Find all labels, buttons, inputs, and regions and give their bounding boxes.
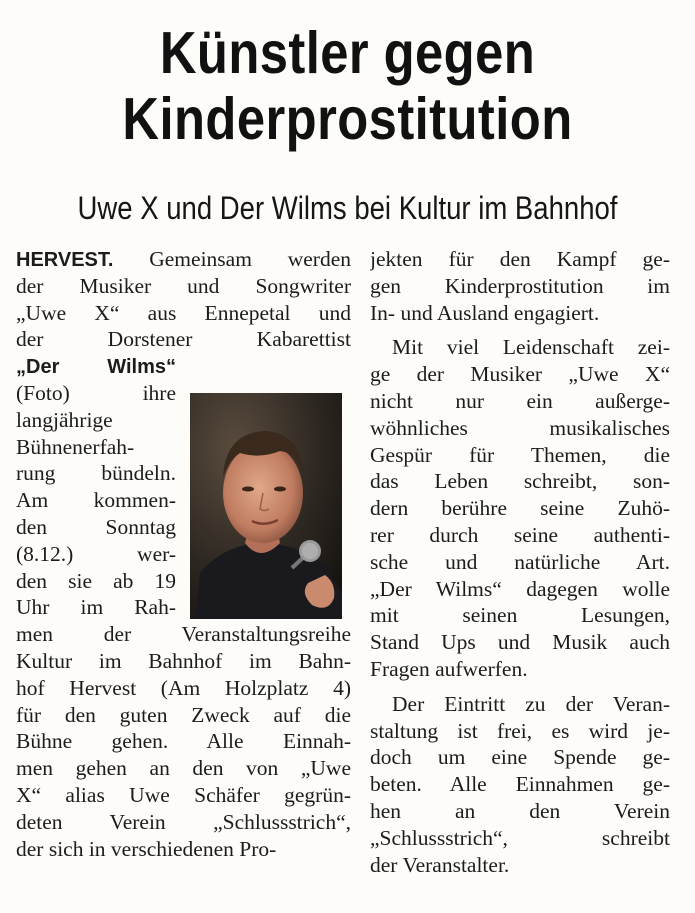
- text-run: rung bündeln.: [16, 461, 176, 486]
- text-line: [16, 273, 351, 300]
- text-line: Gespür für Themen, die: [370, 442, 670, 467]
- text-line: Mit viel Leidenschaft zei-: [392, 335, 670, 360]
- portrait-photo: [190, 393, 342, 619]
- headline-line-2: Kinderprostitution: [122, 86, 573, 152]
- text-line: [16, 782, 351, 809]
- text-line: rer durch seine authenti-: [370, 522, 670, 547]
- text-run: langjährige: [16, 407, 113, 432]
- text-line: beten. Alle Einnahmen ge-: [370, 772, 670, 797]
- text-line: Der Eintritt zu der Veran-: [392, 691, 670, 716]
- right-column: [370, 246, 670, 878]
- portrait-image: [190, 393, 342, 619]
- text-line: [16, 621, 351, 648]
- text-line: staltung ist frei, es wird je-: [370, 718, 670, 743]
- text-line: [16, 487, 176, 514]
- text-run: für den guten Zweck auf die: [16, 702, 351, 727]
- text-run: der sich in verschiedenen Pro-: [16, 836, 277, 861]
- text-line: [16, 836, 351, 863]
- text-line: [16, 728, 351, 755]
- text-line: [16, 568, 176, 595]
- text-line: [16, 326, 351, 353]
- text-line: mit seinen Lesungen,: [370, 603, 670, 628]
- text-run: X“ alias Uwe Schäfer gegrün-: [16, 782, 351, 807]
- text-line: [16, 353, 176, 380]
- text-run: deten Verein „Schlussstrich“,: [16, 809, 351, 834]
- text-run: Am kommen-: [16, 488, 176, 513]
- text-run: Uhr im Rah-: [16, 595, 176, 620]
- name-highlight: „Der Wilms“: [16, 356, 176, 379]
- text-line: [16, 648, 351, 675]
- text-line: [16, 594, 176, 621]
- text-line: nicht nur ein außerge-: [370, 388, 670, 413]
- text-line: [16, 675, 351, 702]
- text-line: [16, 380, 176, 407]
- text-line: „Der Wilms“ dagegen wolle: [370, 576, 670, 601]
- text-line: [16, 809, 351, 836]
- text-line: jekten für den Kampf ge-: [370, 247, 670, 271]
- text-line: dern berühre seine Zuhö-: [370, 496, 670, 521]
- text-line: „Schlussstrich“, schreibt: [370, 825, 670, 850]
- text-line: gen Kinderprostitution im: [370, 273, 670, 298]
- text-line: sche und natürliche Art.: [370, 549, 670, 574]
- paragraph-gap: [370, 326, 670, 334]
- text-line: Stand Ups und Musik auch: [370, 630, 670, 655]
- text-run: „Uwe X“ aus Ennepetal und: [16, 300, 351, 325]
- text-line: [16, 514, 176, 541]
- text-line: [16, 246, 351, 273]
- text-line: der Veranstalter.: [370, 852, 510, 877]
- paragraph: [370, 691, 670, 879]
- text-run: men der Veranstaltungsreihe: [16, 622, 351, 647]
- text-line: wöhnliches musikalisches: [370, 415, 670, 440]
- text-line: [16, 407, 176, 434]
- text-line: [16, 702, 351, 729]
- paragraph-gap: [370, 683, 670, 691]
- text-line: [16, 755, 351, 782]
- text-run: (Foto) ihre: [16, 380, 176, 405]
- text-line: Fragen aufwerfen.: [370, 656, 528, 681]
- text-line: doch um eine Spende ge-: [370, 745, 670, 770]
- text-run: hof Hervest (Am Holzplatz 4): [16, 675, 351, 700]
- text-line: [16, 300, 351, 327]
- text-run: der Musiker und Songwriter: [16, 273, 351, 298]
- text-run: den sie ab 19: [16, 568, 176, 593]
- text-line: [16, 460, 176, 487]
- text-line: In- und Ausland engagiert.: [370, 300, 600, 325]
- text-run: den Sonntag: [16, 514, 176, 539]
- text-line: hen an den Verein: [370, 798, 670, 823]
- text-run: Kultur im Bahnhof im Bahn-: [16, 648, 351, 673]
- text-run: men gehen an den von „Uwe: [16, 756, 351, 781]
- headline: [49, 20, 647, 152]
- dateline: HERVEST.: [16, 249, 114, 271]
- text-line: [16, 541, 176, 568]
- text-run: (8.12.) wer-: [16, 541, 176, 566]
- text-run: der Dorstener Kabarettist: [16, 327, 351, 352]
- paragraph: [370, 334, 670, 682]
- text-run: Bühnenerfah-: [16, 434, 135, 459]
- text-run: Bühne gehen. Alle Einnah-: [16, 729, 351, 754]
- subheadline: Uwe X und Der Wilms bei Kultur im Bahnhof: [77, 190, 618, 226]
- text-line: das Leben schreibt, son-: [370, 469, 670, 494]
- paragraph: [370, 246, 670, 326]
- text-run: Gemeinsam werden: [113, 247, 351, 271]
- text-line: [16, 434, 176, 461]
- text-line: ge der Musiker „Uwe X“: [370, 362, 670, 387]
- headline-line-1: Künstler gegen: [159, 20, 536, 86]
